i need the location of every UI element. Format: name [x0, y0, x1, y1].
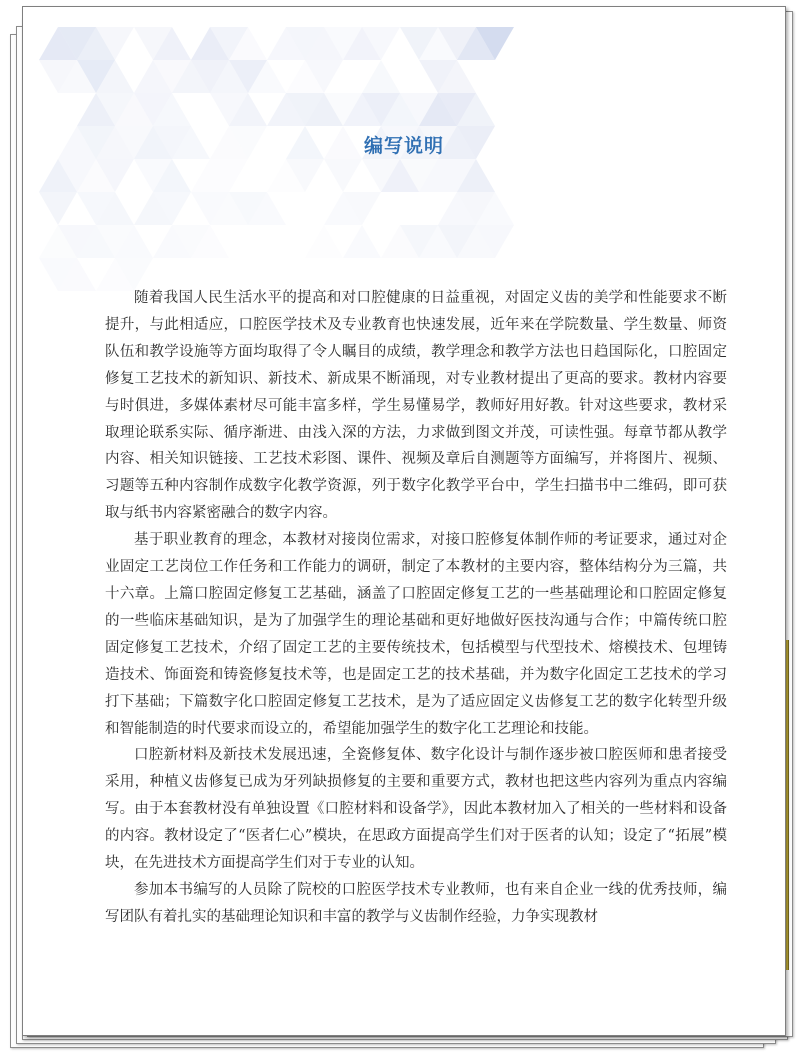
- paragraph-2: 基于职业教育的理念，本教材对接岗位需求，对接口腔修复体制作师的考证要求，通过对企业固定工艺岗位工作任务和工作能力的调研，制定了本教材的主要内容，整体结构分为三篇，共十六章。上篇口腔固定修复工艺基础，涵盖了口腔固定修复工艺的一些基础理论和口腔固定修复的一些临床基础知识，是为了加强学生的理论基础和更好地做好医技沟通与合作；中篇传统口腔固定修复工艺技术，介绍了固定工艺的主要传统技术，包括模型与代型技术、熔模技术、包埋铸造技术、饰面瓷和铸瓷修复技术等，也是固定工艺的技术基础，并为数字化固定工艺技术的学习打下基础；下篇数字化口腔固定修复工艺技术，是为了适应固定义齿修复工艺的数字化转型升级和智能制造的时代要求而设立的，希望能加强学生的数字化工艺理论和技能。: [105, 532, 727, 737]
- document-page: [22, 6, 786, 1036]
- paragraph-3: 口腔新材料及新技术发展迅速，全瓷修复体、数字化设计与制作逐步被口腔医师和患者接受采用，种植义齿修复已成为牙列缺损修复的主要和重要方式，教材也把这些内容列为重点内容编写。由于本套教材没有单独设置《口腔材料和设备学》，因此本教材加入了相关的一些材料和设备的内容。教材设定了“医者仁心”模块，在思政方面提高学生们对于医者的认知；设定了“拓展”模块，在先进技术方面提高学生们对于专业的认知。: [105, 747, 727, 872]
- page-title: 编写说明: [363, 135, 444, 157]
- paragraph-1: 随着我国人民生活水平的提高和对口腔健康的日益重视，对固定义齿的美学和性能要求不断提升，与此相适应，口腔医学技术及专业教育也快速发展，近年来在学院数量、学生数量、师资队伍和教学设施等方面均取得了令人瞩目的成绩，教学理念和教学方法也日趋国际化，口腔固定修复工艺技术的新知识、新技术、新成果不断涌现，对专业教材提出了更高的要求。教材内容要与时俱进，多媒体素材尽可能丰富多样，学生易懂易学，教师好用好教。针对这些要求，教材采取理论联系实际、循序渐进、由浅入深的方法，力求做到图文并茂，可读性强。每章节都从教学内容、相关知识链接、工艺技术彩图、课件、视频及章后自测题等方面编写，并将图片、视频、习题等五种内容制作成数字化教学资源，列于数字化教学平台中，学生扫描书中二维码，即可获取与纸书内容紧密融合的数字内容。: [105, 290, 727, 522]
- pattern-triangle: [305, 225, 343, 258]
- pattern-triangle: [39, 192, 77, 225]
- pattern-triangle: [343, 225, 381, 258]
- pattern-triangle: [324, 159, 362, 192]
- paragraph-4: 参加本书编写的人员除了院校的口腔医学技术专业教师，也有来自企业一线的优秀技师，编写团队有着扎实的基础理论知识和丰富的教学与义齿制作经验，力争实现教材: [105, 881, 727, 925]
- pattern-triangle: [362, 60, 400, 93]
- body-text: [105, 285, 727, 931]
